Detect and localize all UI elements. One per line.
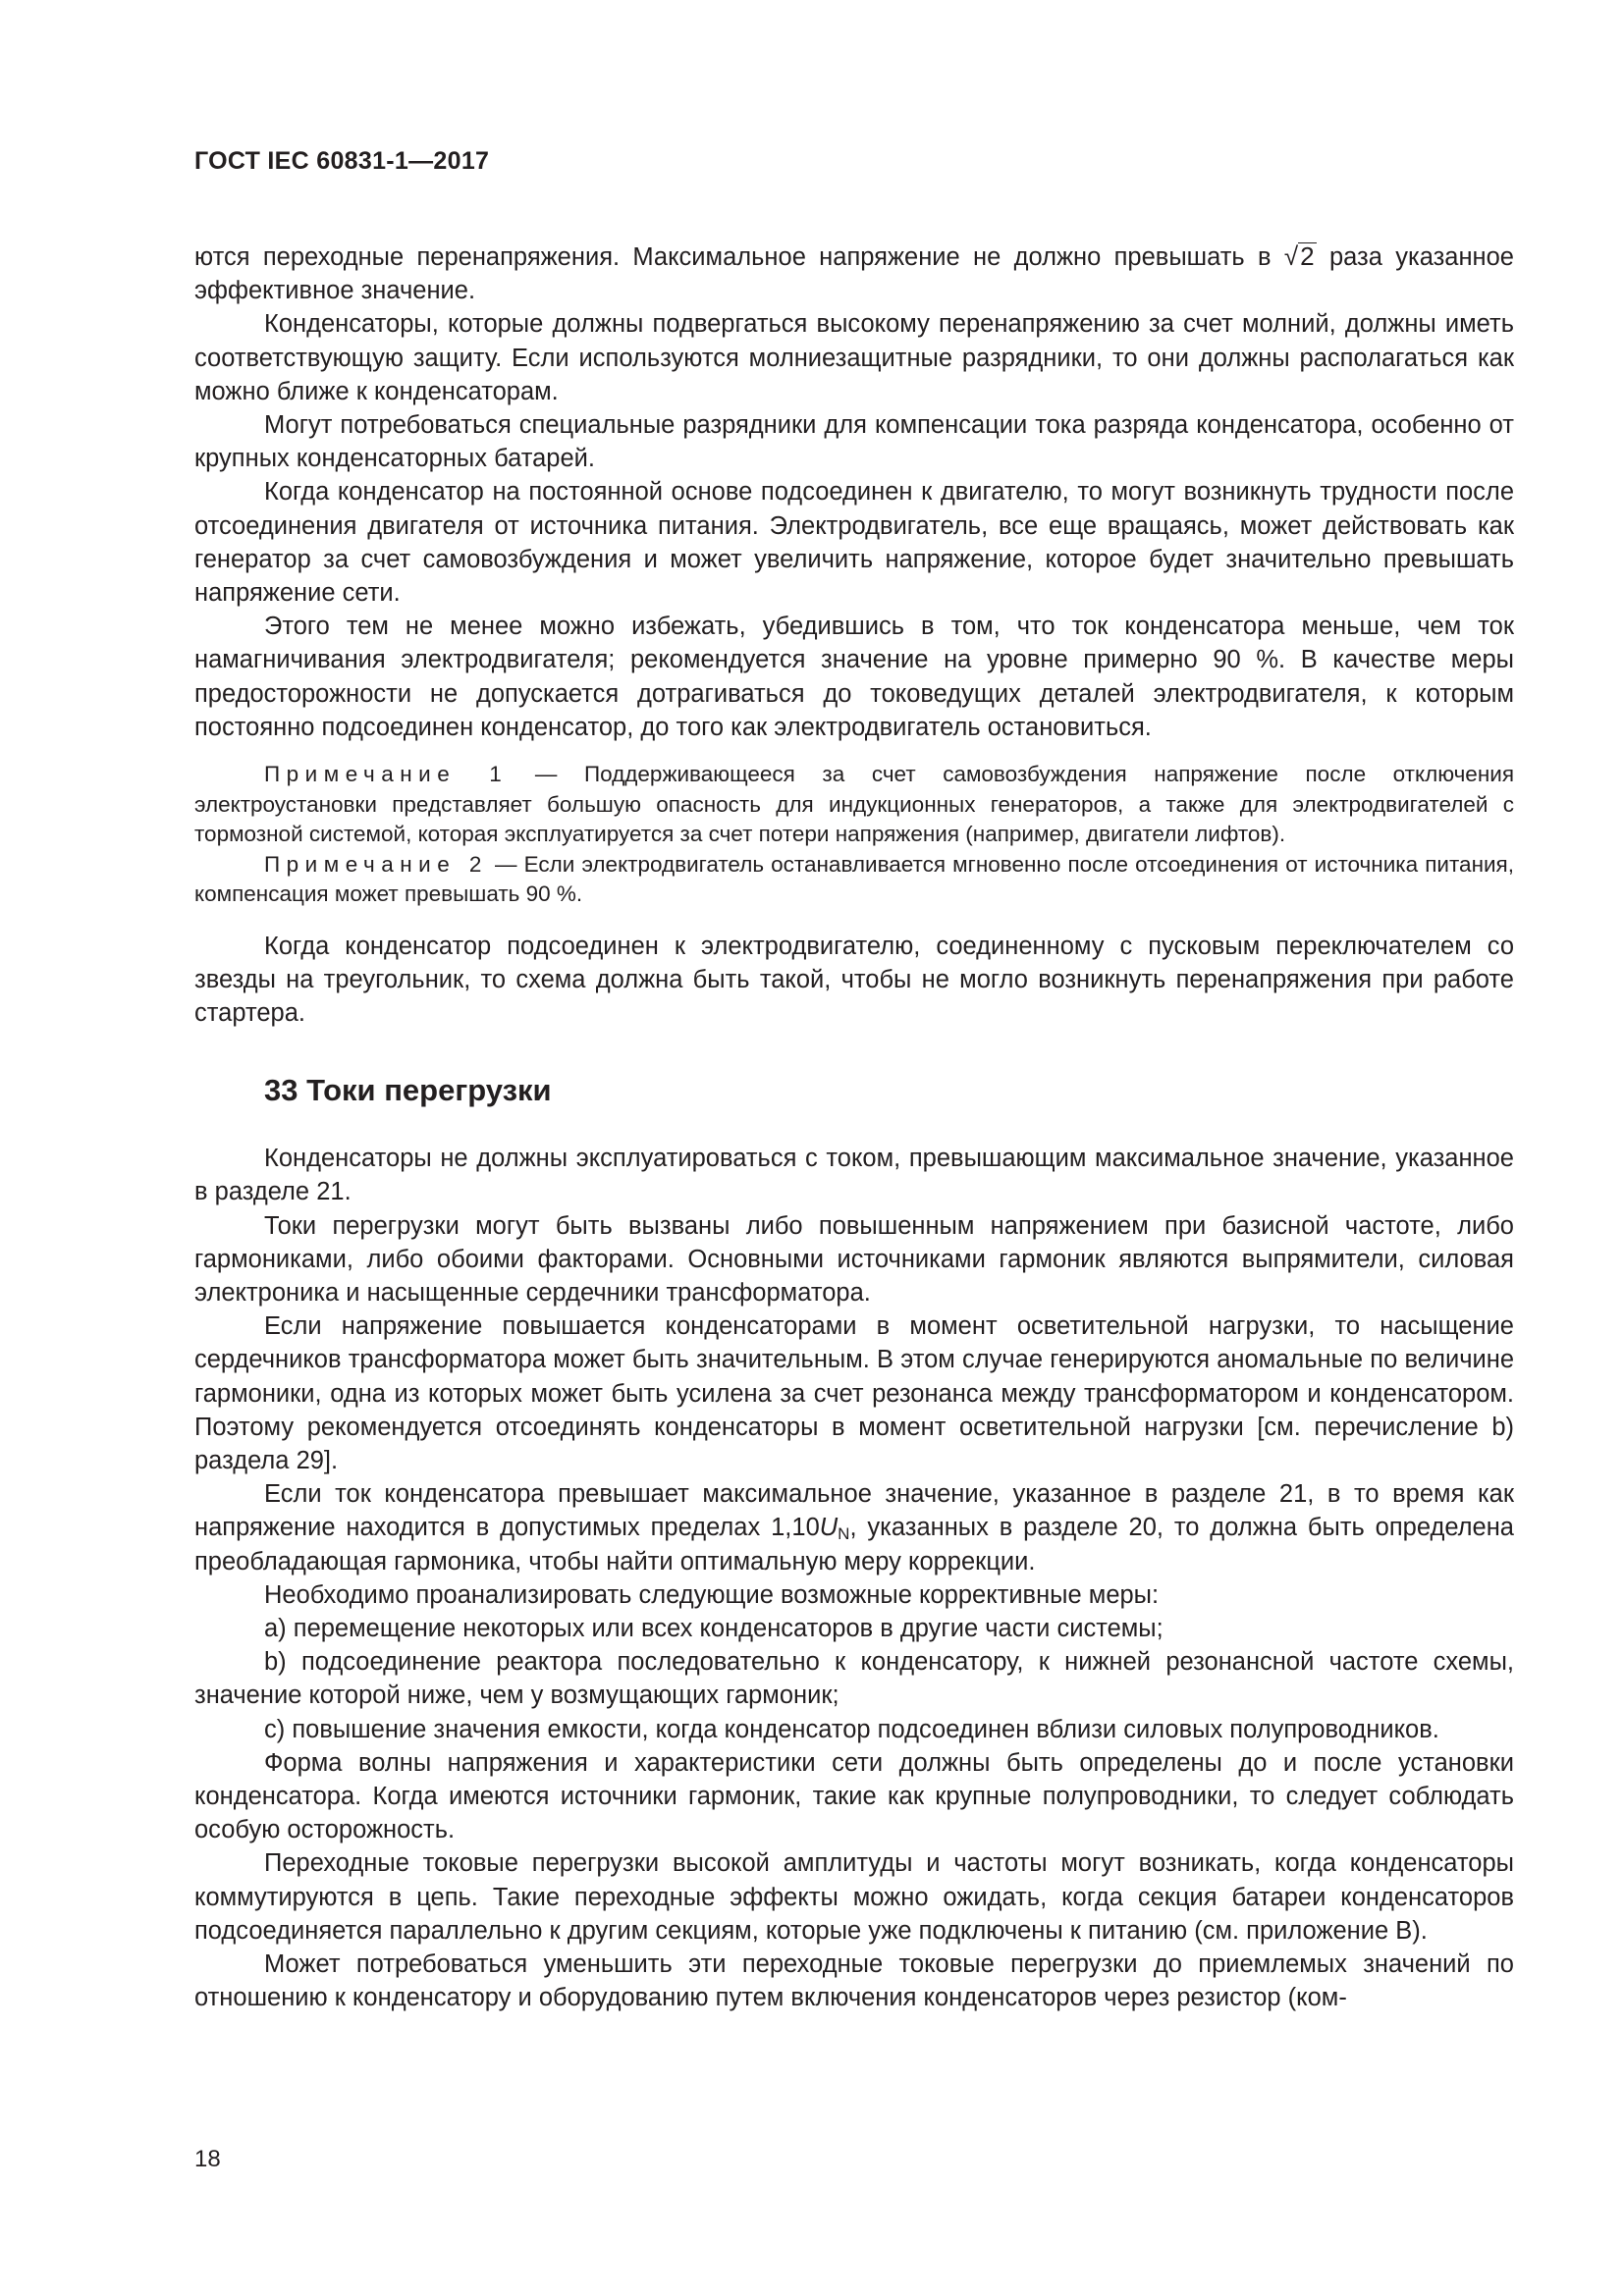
- paragraph: Может потребоваться уменьшить эти переходные токовые перегрузки до приемлемых значений по отношению к конденсатору и оборудованию путем включения конденсаторов через резистор (ком-: [194, 1950, 1514, 2012]
- section-heading: 33 Токи перегрузки: [264, 1073, 552, 1108]
- list-item: a) перемещение некоторых или всех конденсаторов в другие части системы;: [264, 1615, 1164, 1642]
- paragraph: Этого тем не менее можно избежать, убедившись в том, что ток конденсатора меньше, чем ток намагничивания электродвигателя; рекомендуется значение на уровне примерно 90 %. В качестве меры предосторожности не допускается дотрагиваться до токоведущих деталей электродвигателя, к которым постоянно подсоединен конденсатор, до того как электродвигатель остановиться.: [194, 613, 1514, 741]
- list-item: b) подсоединение реактора последовательно к конденсатору, к нижней резонансной частоте схемы, значение которой ниже, чем у возмущающих гармоник;: [194, 1648, 1514, 1710]
- sqrt-symbol: √2: [1283, 241, 1315, 271]
- paragraph: Могут потребоваться специальные разрядники для компенсации тока разряда конденсатора, особенно от крупных конденсаторных батарей.: [194, 411, 1514, 473]
- paragraph: Токи перегрузки могут быть вызваны либо повышенным напряжением при базисной частоте, либо гармониками, либо обоими факторами. Основными источниками гармоник являются выпрямители, силовая электроника и насыщенные сердечники трансформатора.: [194, 1211, 1514, 1307]
- paragraph: Переходные токовые перегрузки высокой амплитуды и частоты могут возникать, когда конденсаторы коммутируются в цепь. Такие переходные эффекты можно ожидать, когда секция батареи конденсаторов подсоединяется параллельно к другим секциям, которые уже подключены к питанию (см. приложение В).: [194, 1849, 1514, 1945]
- document-header: ГОСТ IEC 60831-1—2017: [194, 147, 490, 175]
- paragraph: Форма волны напряжения и характеристики сети должны быть определены до и после установки конденсатора. Когда имеются источники гармоник, такие как крупные полупроводники, то следует соблюдать особую осторожность.: [194, 1748, 1514, 1844]
- notes-block: [194, 760, 1514, 910]
- voltage-symbol: U: [819, 1514, 839, 1542]
- note-2: Примечание 2 — Если электродвигатель останавливается мгновенно после отсоединения от источника питания, компенсация может превышать 90 %.: [194, 851, 1514, 907]
- note-label: Примечание 1: [264, 762, 509, 787]
- note-1: Примечание 1 — Поддерживающееся за счет самовозбуждения напряжение после отключения электроустановки представляет большую опасность для индукционных генераторов, а также для электродвигателей с тормозной системой, которая эксплуатируется за счет потери напряжения (например, двигатели лифтов).: [194, 762, 1514, 847]
- paragraph: Когда конденсатор подсоединен к электродвигателю, соединенному с пусковым переключателем со звезды на треугольник, то схема должна быть такой, чтобы не могло возникнуть перенапряжения при работе стартера.: [194, 932, 1514, 1027]
- paragraph: Конденсаторы, которые должны подвергаться высокому перенапряжению за счет молний, должны иметь соответствующую защиту. Если используются молниезащитные разрядники, то они должны располагаться как можно ближе к конденсаторам.: [194, 310, 1514, 405]
- paragraph: Если напряжение повышается конденсаторами в момент осветительной нагрузки, то насыщение сердечников трансформатора может быть значительным. В этом случае генерируются аномальные по величине гармоники, одна из которых может быть усилена за счет резонанса между трансформатором и конденсатором. Поэтому рекомендуется отсоединять конденсаторы в момент осветительной нагрузки [см. перечисление b) раздела 29].: [194, 1312, 1514, 1474]
- paragraph: Когда конденсатор на постоянной основе подсоединен к двигателю, то могут возникнуть трудности после отсоединения двигателя от источника питания. Электродвигатель, все еще вращаясь, может действовать как генератор за счет самовозбуждения и может увеличить напряжение, которое будет значительно превышать напряжение сети.: [194, 478, 1514, 608]
- paragraph: Необходимо проанализировать следующие возможные коррективные меры:: [264, 1580, 1160, 1609]
- paragraph: Если ток конденсатора превышает максимальное значение, указанное в разделе 21, в то время как напряжение находится в допустимых пределах $1,10U_N$, указанных в разделе 20, то должна быть определена преобладающая гармоника, чтобы найти оптимальную меру коррекции.: [194, 1480, 1514, 1575]
- paragraph: Конденсаторы не должны эксплуатироваться с током, превышающим максимальное значение, указанное в разделе 21.: [194, 1145, 1514, 1206]
- note-label: Примечание 2: [264, 851, 488, 877]
- list-item: c) повышение значения емкости, когда конденсатор подсоединен вблизи силовых полупроводников.: [264, 1715, 1439, 1743]
- paragraph: ются переходные перенапряжения. Максимальное напряжение не должно превышать в √2 раза указанное эффективное значение.: [194, 241, 1514, 305]
- document-body: [194, 240, 1514, 2014]
- page-number: 18: [194, 2146, 221, 2172]
